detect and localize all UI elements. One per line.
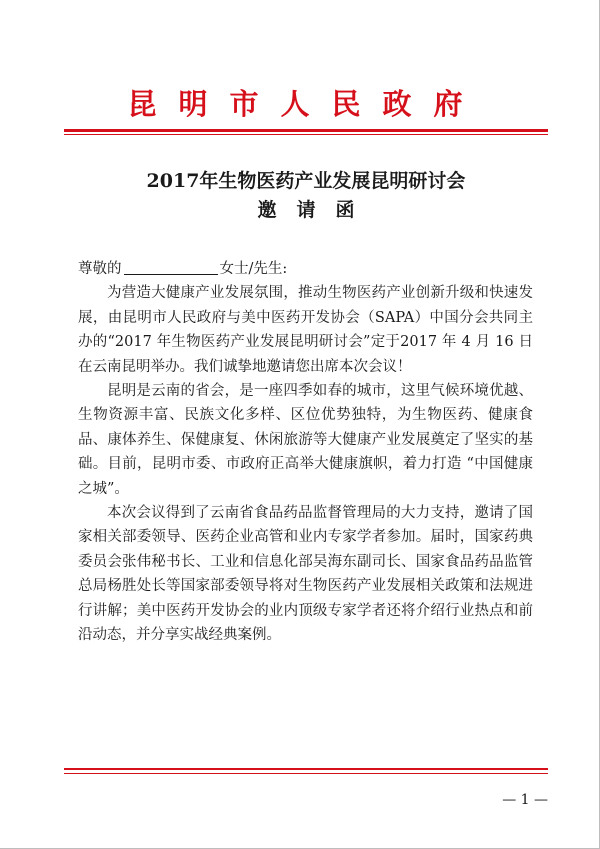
salutation-line	[78, 257, 533, 281]
document-subtitle: 邀请函	[257, 199, 375, 221]
salutation-suffix: 女士/先生:	[219, 261, 288, 277]
document-title: 2017年生物医药产业发展昆明研讨会	[146, 170, 466, 192]
paragraph-2: 昆明是云南的省会，是一座四季如春的城市，这里气候环境优越、生物资源丰富、民族文化多样、区位优势独特，为生物医药、健康食品、康体养生、保健康复、休闲旅游等大健康产业发展奠定了坚实的基础。目前，昆明市委、市政府正高举大健康旗帜，着力打造 “中国健康之城”。	[78, 383, 533, 497]
footer-divider-thin	[64, 773, 548, 774]
salutation-prefix: 尊敬的	[78, 261, 122, 277]
header-divider-thin	[64, 134, 548, 135]
paragraph-1: 为营造大健康产业发展氛围，推动生物医药产业创新升级和快速发展，由昆明市人民政府与美中医药开发协会（SAPA）中国分会共同主办的“2017 年生物医药产业发展昆明研讨会”定于2017 年 4 月 16 日在云南昆明举办。我们诚挚地邀请您出席本次会议！	[78, 285, 533, 375]
letter-body	[78, 257, 533, 648]
letterhead-title: 昆明市人民政府	[127, 87, 485, 121]
name-blank-line	[124, 260, 218, 275]
page-number: — 1 —	[502, 792, 548, 808]
paragraph-3: 本次会议得到了云南省食品药品监督管理局的大力支持，邀请了国家相关部委领导、医药企业高管和业内专家学者参加。届时，国家药典委员会张伟秘书长、工业和信息化部吴海东副司长、国家食品药品监管总局杨胜处长等国家部委领导将对生物医药产业发展相关政策和法规进行讲解；美中医药开发协会的业内顶级专家学者还将介绍行业热点和前沿动态，并分享实战经典案例。	[78, 505, 533, 644]
header-divider-thick	[64, 129, 548, 132]
footer-divider-thick	[64, 768, 548, 770]
